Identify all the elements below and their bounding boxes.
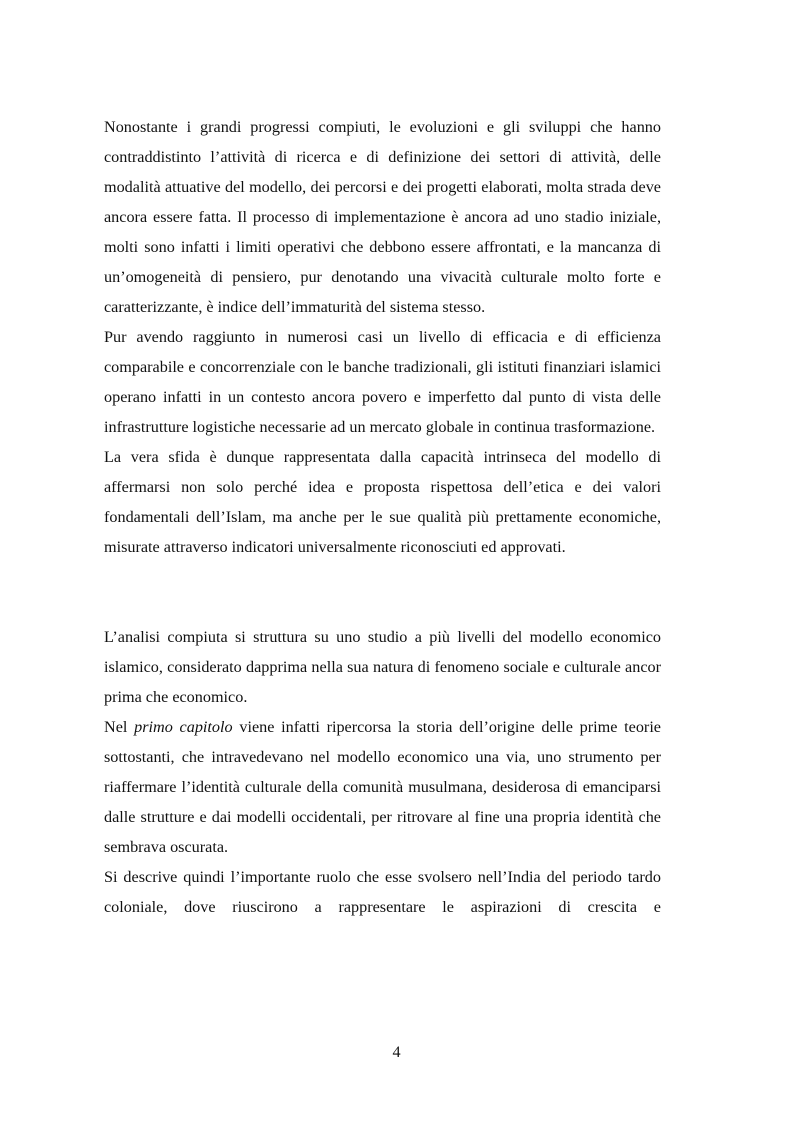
emphasis-text: primo capitolo bbox=[134, 718, 233, 736]
paragraph bbox=[104, 712, 661, 862]
body-text bbox=[104, 112, 661, 922]
paragraph-rest: viene infatti ripercorsa la storia dell’origine delle prime teorie sottostanti, che intravedevano nel modello economico una via, uno strumento per riaffermare l’identità culturale della comunità musulmana, desiderosa di emanciparsi dalle strutture e dai modelli occidentali, per ritrovare al fine una propria identità che sembrava oscurata. bbox=[104, 718, 661, 856]
paragraph: Pur avendo raggiunto in numerosi casi un livello di efficacia e di efficienza comparabile e concorrenziale con le banche tradizionali, gli istituti finanziari islamici operano infatti in un contesto ancora povero e imperfetto dal punto di vista delle infrastrutture logistiche necessarie ad un mercato globale in continua trasformazione. bbox=[104, 328, 661, 436]
paragraph-last: Si descrive quindi l’importante ruolo che esse svolsero nell’India del periodo tardo coloniale, dove riuscirono a rappresentare le aspirazioni di crescita e bbox=[104, 868, 661, 916]
paragraph: Nonostante i grandi progressi compiuti, le evoluzioni e gli sviluppi che hanno contraddistinto l’attività di ricerca e di definizione dei settori di attività, delle modalità attuative del modello, dei percorsi e dei progetti elaborati, molta strada deve ancora essere fatta. Il processo di implementazione è ancora ad uno stadio iniziale, molti sono infatti i limiti operativi che debbono essere affrontati, e la mancanza di un’omogeneità di pensiero, pur denotando una vivacità culturale molto forte e caratterizzante, è indice dell’immaturità del sistema stesso. bbox=[104, 118, 661, 316]
paragraph: L’analisi compiuta si struttura su uno studio a più livelli del modello economico islamico, considerato dapprima nella sua natura di fenomeno sociale e culturale ancor prima che economico. bbox=[104, 628, 661, 706]
paragraph-lead: Nel bbox=[104, 718, 135, 736]
paragraph: La vera sfida è dunque rappresentata dalla capacità intrinseca del modello di affermarsi non solo perché idea e proposta rispettosa dell’etica e dei valori fondamentali dell’Islam, ma anche per le sue qualità più prettamente economiche, misurate attraverso indicatori universalmente riconosciuti ed approvati. bbox=[104, 448, 661, 556]
page-number: 4 bbox=[392, 1043, 401, 1061]
